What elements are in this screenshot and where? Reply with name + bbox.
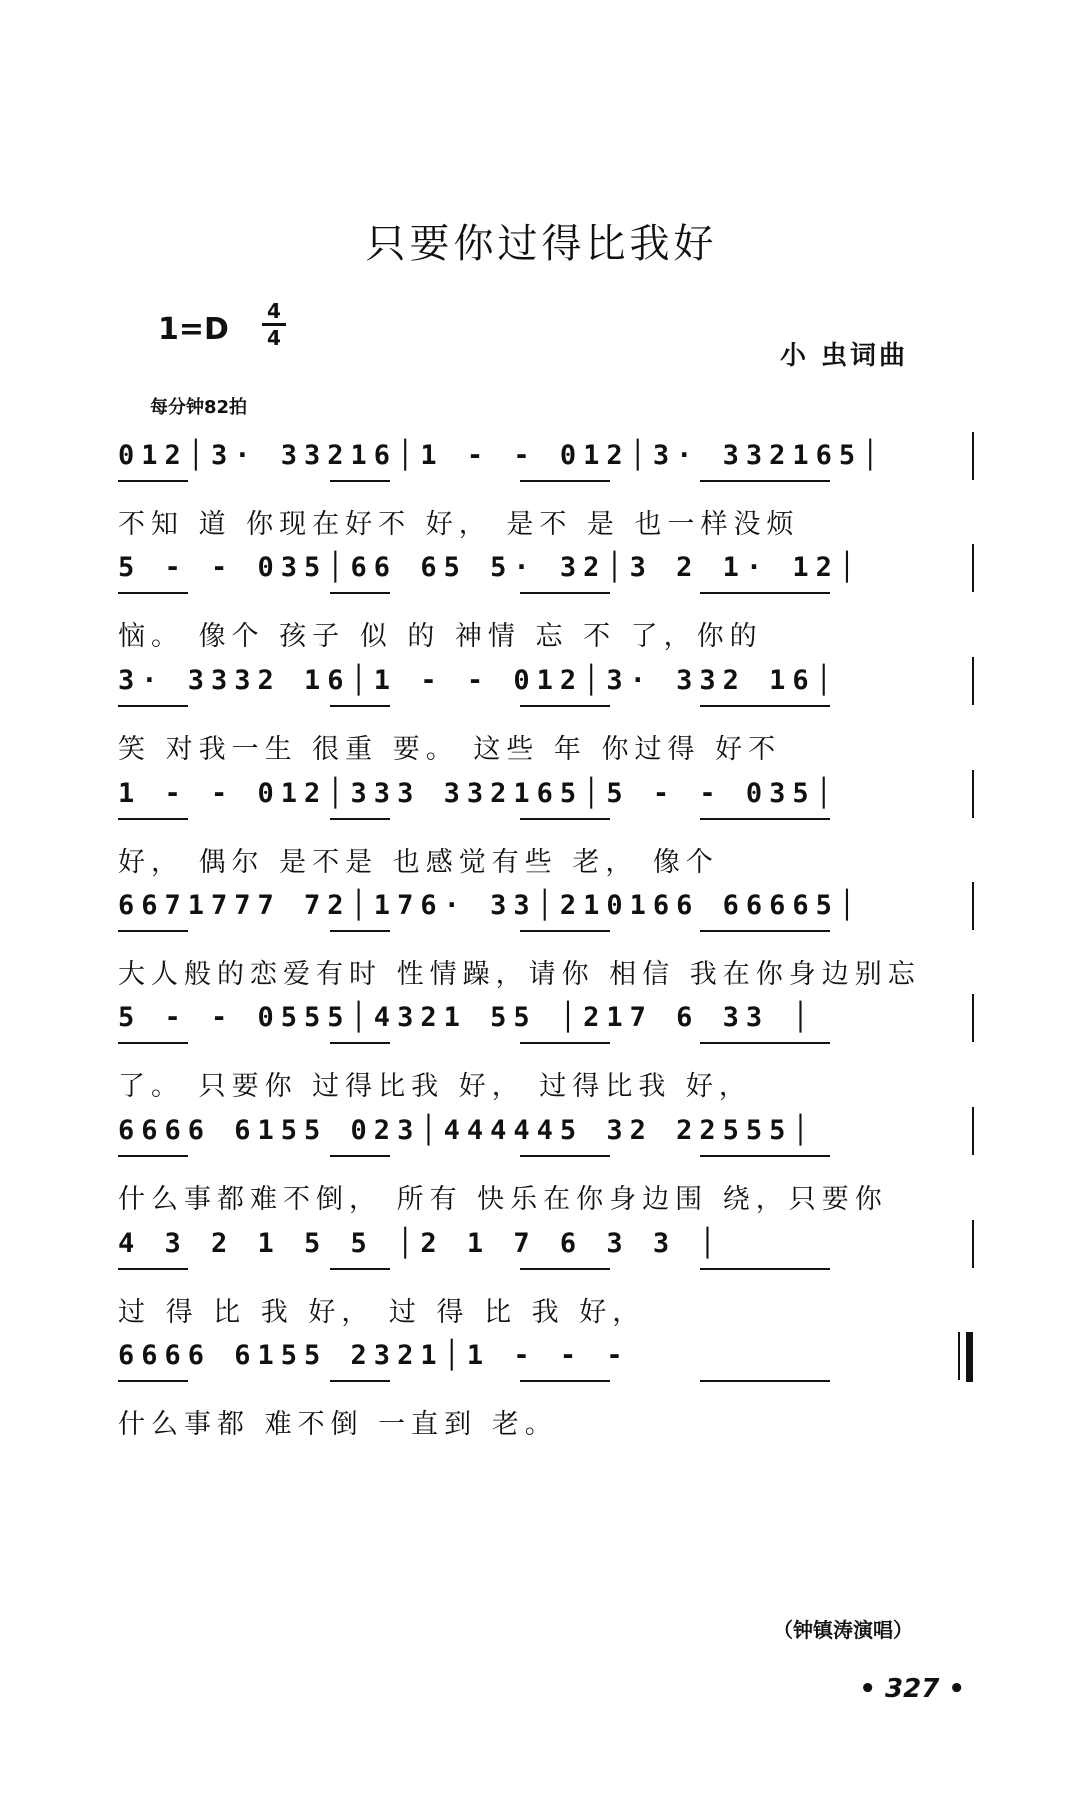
beam-line [520, 1155, 610, 1157]
score-row [0, 552, 1083, 672]
key-signature: 1=D [158, 312, 229, 347]
beam-line [520, 1042, 610, 1044]
barline [972, 657, 974, 705]
beam-line [330, 592, 390, 594]
beam-line [118, 480, 188, 482]
beam-line [700, 1155, 830, 1157]
lyrics-line: 大人般的恋爱有时 性情躁，请你 相信 我在你身边别忘 [118, 959, 921, 990]
beam-line [520, 592, 610, 594]
beam-line [118, 930, 188, 932]
notation-line: 4 3 2 1 5 5 │2 1 7 6 3 3 │ [118, 1228, 723, 1259]
lyrics-line: 什么事都难不倒， 所有 快乐在你身边围 绕，只要你 [118, 1184, 888, 1215]
notation-line: 012│3· 33216│1 - - 012│3· 332165│ [118, 440, 886, 471]
score-row [0, 778, 1083, 898]
beam-line [330, 1268, 390, 1270]
beam-line [118, 592, 188, 594]
lyrics-line: 了。 只要你 过得比我 好， 过得比我 好， [118, 1071, 752, 1102]
beam-line [700, 1268, 830, 1270]
score-row [0, 1115, 1083, 1235]
beam-line [118, 818, 188, 820]
notation-line: 3· 3332 16│1 - - 012│3· 332 16│ [118, 665, 839, 696]
beam-line [330, 1042, 390, 1044]
beam-line [118, 1268, 188, 1270]
notation-line: 1 - - 012│333 332165│5 - - 035│ [118, 778, 839, 809]
beam-line [330, 818, 390, 820]
barline [972, 882, 974, 930]
beam-line [520, 818, 610, 820]
final-barline-thick [966, 1332, 973, 1382]
notation-line: 6666 6155 2321│1 - - - [118, 1340, 630, 1371]
beam-line [520, 930, 610, 932]
beam-line [520, 480, 610, 482]
score-row [0, 1340, 1083, 1460]
tempo-marking: 每分钟82拍 [150, 397, 248, 418]
time-signature-bottom: 4 [267, 326, 281, 350]
beam-line [700, 818, 830, 820]
beam-line [330, 1380, 390, 1382]
beam-line [118, 1155, 188, 1157]
beam-line [700, 1380, 830, 1382]
barline [972, 544, 974, 592]
score-row [0, 665, 1083, 785]
notation-line: 6666 6155 023│444445 32 22555│ [118, 1115, 816, 1146]
beam-line [330, 1155, 390, 1157]
beam-line [700, 705, 830, 707]
beam-line [330, 480, 390, 482]
lyrics-line: 好， 偶尔 是不是 也感觉有些 老， 像个 [118, 847, 719, 878]
score-row [0, 890, 1083, 1010]
beam-line [330, 705, 390, 707]
performer-credit: （钟镇涛演唱） [773, 1618, 913, 1642]
barline [972, 1107, 974, 1155]
score-row [0, 1228, 1083, 1348]
lyrics-line: 恼。 像个 孩子 似 的 神情 忘 不 了，你的 [118, 621, 763, 652]
notation-line: 5 - - 0555│4321 55 │217 6 33 │ [118, 1002, 816, 1033]
score-row [0, 440, 1083, 560]
song-title: 只要你过得比我好 [365, 221, 718, 267]
beam-line [520, 705, 610, 707]
notation-line: 5 - - 035│66 65 5· 32│3 2 1· 12│ [118, 552, 863, 583]
beam-line [520, 1380, 610, 1382]
barline [972, 994, 974, 1042]
beam-line [700, 930, 830, 932]
lyrics-line: 过 得 比 我 好， 过 得 比 我 好， [118, 1297, 646, 1328]
beam-line [118, 1042, 188, 1044]
page-number: • 327 • [859, 1674, 965, 1704]
beam-line [330, 930, 390, 932]
final-barline-thin [958, 1332, 960, 1380]
lyrics-line: 笑 对我一生 很重 要。 这些 年 你过得 好不 [118, 734, 782, 765]
beam-line [700, 1042, 830, 1044]
barline [972, 770, 974, 818]
score-row [0, 1002, 1083, 1122]
beam-line [700, 592, 830, 594]
barline [972, 432, 974, 480]
beam-line [118, 705, 188, 707]
lyrics-line: 不知 道 你现在好不 好， 是不 是 也一样没烦 [118, 509, 800, 540]
beam-line [118, 1380, 188, 1382]
notation-line: 6671777 72│176· 33│210166 66665│ [118, 890, 863, 921]
time-signature-top: 4 [267, 299, 281, 323]
composer-credit: 小 虫词曲 [780, 341, 909, 371]
beam-line [700, 480, 830, 482]
beam-line [520, 1268, 610, 1270]
time-signature [262, 300, 286, 349]
barline [972, 1220, 974, 1268]
lyrics-line: 什么事都 难不倒 一直到 老。 [118, 1409, 558, 1440]
